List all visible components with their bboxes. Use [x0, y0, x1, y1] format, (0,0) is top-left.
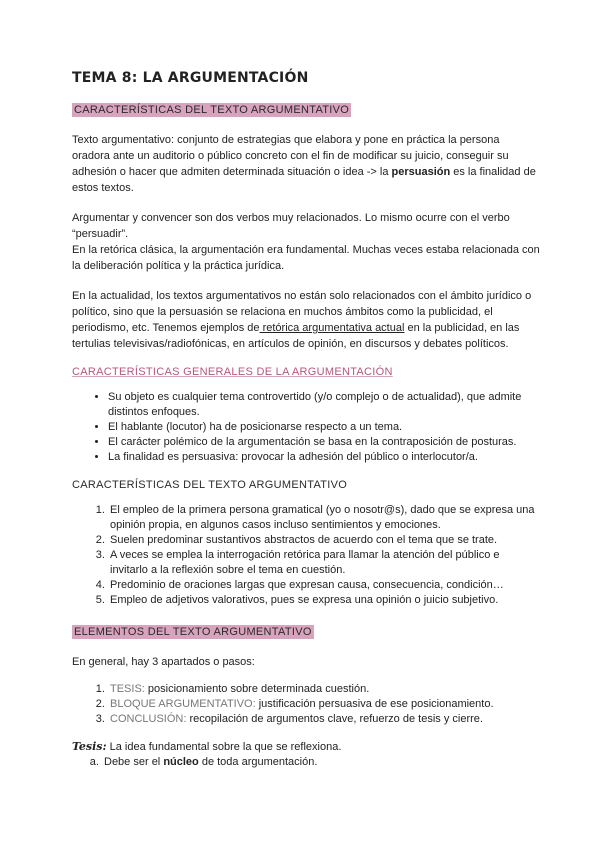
section-heading-elements: ELEMENTOS DEL TEXTO ARGUMENTATIVO	[74, 626, 312, 638]
section-heading-text-characteristics: CARACTERÍSTICAS DEL TEXTO ARGUMENTATIVO	[72, 479, 348, 491]
list-item	[108, 712, 540, 727]
paragraph-classic-rhetoric: En la retórica clásica, la argumentación era fundamental. Muchas veces estaba relacionada con la deliberación política y la práctica jurídica.	[72, 244, 540, 272]
tesis-text: La idea fundamental sobre la que se reflexiona.	[106, 741, 342, 753]
paragraph-definition-end: es la finalidad de estos textos.	[72, 166, 536, 194]
paragraph-definition-text: Texto argumentativo: conjunto de estrategias que elabora y pone en práctica la persona oradora ante un auditorio o público concreto con el fin de modificar su juicio, conseguir su adhesión o hacer que admiten determinada situación o idea -> la	[72, 134, 509, 178]
list-item	[108, 697, 540, 712]
paragraph-definition	[72, 132, 540, 196]
general-characteristics-list	[72, 390, 540, 465]
list-item: • El carácter polémico de la argumentación se basa en la contraposición de posturas.	[108, 435, 540, 450]
tesis-label: Tesis:	[72, 740, 107, 753]
element-text: recopilación de argumentos clave, refuerzo de tesis y cierre.	[186, 713, 483, 725]
list-item: • Su objeto es cualquier tema controvertido (y/o complejo o de actualidad), que admite distintos enfoques.	[108, 390, 540, 420]
text-characteristics-list	[72, 503, 540, 608]
list-item: 2. Suelen predominar sustantivos abstractos de acuerdo con el tema que se trate.	[108, 533, 540, 548]
list-item	[102, 755, 540, 770]
list-item: 5. Empleo de adjetivos valorativos, pues se expresa una opinión o juicio subjetivo.	[108, 593, 540, 608]
paragraph-verbs: Argumentar y convencer son dos verbos muy relacionados. Lo mismo ocurre con el verbo “persuadir”.	[72, 212, 510, 240]
element-label-bloque: BLOQUE ARGUMENTATIVO:	[110, 698, 256, 710]
element-text: posicionamiento sobre determinada cuestión.	[144, 683, 370, 695]
section-heading-characteristics: CARACTERÍSTICAS DEL TEXTO ARGUMENTATIVO	[74, 104, 350, 116]
tesis-sublist	[72, 755, 540, 770]
list-item: 1. El empleo de la primera persona gramatical (yo o nosotr@s), dado que se expresa una opinión propia, en algunos casos incluso sentimientos y emociones.	[108, 503, 540, 533]
keyword-nucleo: núcleo	[163, 756, 199, 768]
section-characteristics	[72, 100, 540, 118]
section-heading-general: CARACTERÍSTICAS GENERALES DE LA ARGUMENTACIÓN	[72, 366, 393, 378]
keyword-persuasion: persuasión	[391, 166, 451, 178]
list-item: 3. A veces se emplea la interrogación retórica para llamar la atención del público e invitarlo a la reflexión sobre el tema en cuestión.	[108, 548, 540, 578]
underlined-phrase: retórica argumentativa actual	[259, 322, 405, 334]
list-item: 4. Predominio de oraciones largas que expresan causa, consecuencia, condición…	[108, 578, 540, 593]
tesis-definition	[72, 739, 540, 755]
sub-text-end: de toda argumentación.	[198, 756, 318, 768]
list-item: • El hablante (locutor) ha de posicionarse respecto a un tema.	[108, 420, 540, 435]
list-item: • La finalidad es persuasiva: provocar la adhesión del público o interlocutor/a.	[108, 450, 540, 465]
element-label-conclusion: CONCLUSIÓN:	[110, 713, 187, 725]
paragraph-current-text: En la actualidad, los textos argumentativos no están solo relacionados con el ámbito jurídico o político, sino que la persuasión se relaciona en muchos ámbitos como la publicidad, el periodismo, etc. Tenemos ejemplos de	[72, 290, 532, 334]
elements-intro: En general, hay 3 apartados o pasos:	[72, 656, 255, 668]
list-item	[108, 682, 540, 697]
element-label-tesis: TESIS:	[110, 683, 145, 695]
section-elements	[72, 622, 540, 640]
sub-text: Debe ser el	[104, 756, 164, 768]
element-text: justificación persuasiva de ese posicionamiento.	[255, 698, 494, 710]
paragraph-current-end: en la publicidad, en las tertulias televisivas/radiofónicas, en artículos de opinión, en discursos y debates políticos.	[72, 322, 520, 350]
paragraph-current	[72, 288, 540, 352]
elements-list	[72, 682, 540, 727]
page-title: TEMA 8: LA ARGUMENTACIÓN	[72, 70, 309, 86]
